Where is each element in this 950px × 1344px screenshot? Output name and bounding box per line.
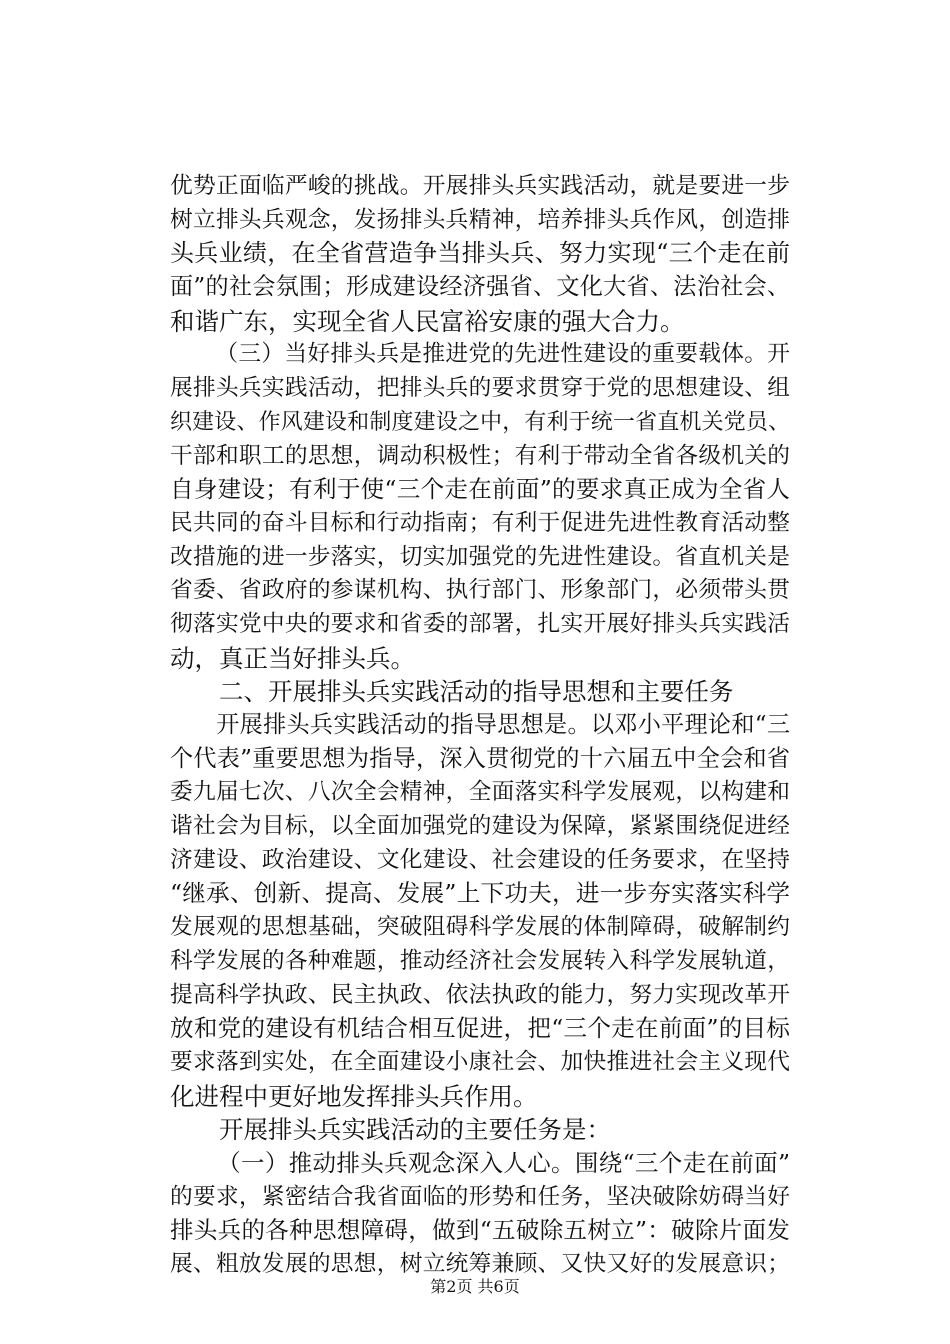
text-line: “继承、创新、提高、发展”上下功夫，进一步夯实落实科学 xyxy=(170,879,790,908)
text-line: （一）推动排头兵观念深入人心。围绕“三个走在前面” xyxy=(217,1148,790,1177)
text-line: 自身建设；有利于使“三个走在前面”的要求真正成为全省人 xyxy=(170,475,790,504)
text-line: 和谐广东，实现全省人民富裕安康的强大合力。 xyxy=(170,306,685,336)
text-line: 排头兵的各种思想障碍，做到“五破除五树立”：破除片面发 xyxy=(170,1216,790,1245)
text-line: 织建设、作风建设和制度建设之中，有利于统一省直机关党员、 xyxy=(170,409,790,435)
text-line: 委九届七次、八次全会精神，全面落实科学发展观，以构建和 xyxy=(170,779,790,806)
text-line: 展排头兵实践活动，把排头兵的要求贯穿于党的思想建设、组 xyxy=(170,375,790,402)
text-line: 省委、省政府的参谋机构、执行部门、形象部门，必须带头贯 xyxy=(170,577,790,604)
text-line: （三）当好排头兵是推进党的先进性建设的重要载体。开 xyxy=(215,341,790,368)
text-line: 科学发展的各种难题，推动经济社会发展转入科学发展轨道， xyxy=(170,947,790,974)
text-line: 济建设、政治建设、文化建设、社会建设的任务要求，在坚持 xyxy=(170,846,790,873)
text-line: 开展排头兵实践活动的主要任务是： xyxy=(219,1115,611,1145)
text-line: 化进程中更好地发挥排头兵作用。 xyxy=(170,1081,538,1111)
text-line: 要求落到实处，在全面建设小康社会、加快推进社会主义现代 xyxy=(170,1048,790,1075)
page-footer: 第2页 共6页 xyxy=(430,1277,520,1296)
text-line: 树立排头兵观念，发扬排头兵精神，培养排头兵作风，创造排 xyxy=(170,206,790,233)
text-line: 民共同的奋斗目标和行动指南；有利于促进先进性教育活动整 xyxy=(170,509,790,536)
text-line: 提高科学执政、民主执政、依法执政的能力，努力实现改革开 xyxy=(170,981,790,1008)
text-line: 干部和职工的思想，调动积极性；有利于带动全省各级机关的 xyxy=(170,442,790,469)
text-line: 谐社会为目标，以全面加强党的建设为保障，紧紧围绕促进经 xyxy=(170,813,790,840)
document-body xyxy=(170,170,790,1282)
text-line: 二、开展排头兵实践活动的指导思想和主要任务 xyxy=(219,677,734,707)
text-line: 优势正面临严峻的挑战。开展排头兵实践活动，就是要进一步 xyxy=(170,173,790,199)
text-line: 的要求，紧密结合我省面临的形势和任务，坚决破除妨碍当好 xyxy=(170,1183,790,1210)
text-line: 个代表”重要思想为指导，深入贯彻党的十六届五中全会和省 xyxy=(170,745,790,772)
text-line: 改措施的进一步落实，切实加强党的先进性建设。省直机关是 xyxy=(170,543,790,570)
text-line: 放和党的建设有机结合相互促进，把“三个走在前面”的目标 xyxy=(170,1014,790,1043)
text-line: 头兵业绩，在全省营造争当排头兵、努力实现“三个走在前 xyxy=(170,239,790,268)
text-line: 动，真正当好排头兵。 xyxy=(170,643,415,673)
text-line: 彻落实党中央的要求和省委的部署，扎实开展好排头兵实践活 xyxy=(170,610,790,637)
text-line: 发展观的思想基础，突破阻碍科学发展的体制障碍，破解制约 xyxy=(170,914,790,941)
text-line: 展、粗放发展的思想，树立统筹兼顾、又快又好的发展意识； xyxy=(170,1251,790,1277)
text-line: 开展排头兵实践活动的指导思想是。以邓小平理论和“三 xyxy=(216,712,790,738)
text-line: 面”的社会氛围；形成建设经济强省、文化大省、法治社会、 xyxy=(170,274,790,301)
